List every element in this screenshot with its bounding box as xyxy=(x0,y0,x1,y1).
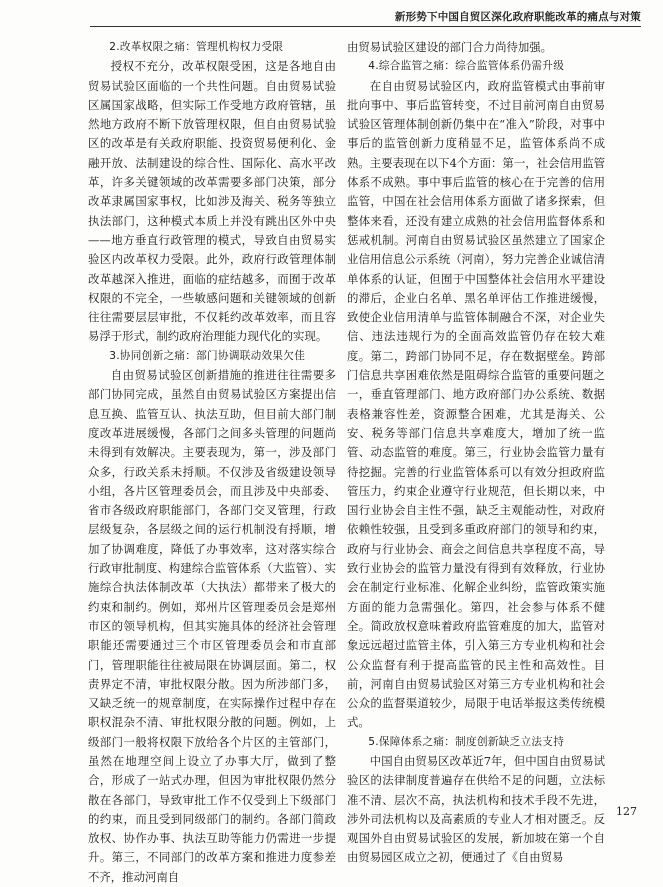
right-column xyxy=(347,38,605,865)
paragraph-4a: 在自由贸易试验区内，政府监管模式由事前审批向事中、事后监管转变，不过目前河南自由贸易试验区管理体制创新仍集中在“准入”阶段，对事中事后的监管创新力度稍显不足，监管体系尚不成熟。主要表现在以下4个方面：第一，社会信用监管体系不成熟。事中事后监管的核心在于完善的信用监管，中国在社会信用体系方面做了诸多探索，但整体来看，还没有建立成熟的社会信用监督体系和惩戒机制。河南自由贸易试验区虽然建立了国家企业信用信息公示系统（河南），努力完善企业诚信清单体系的认证，但囿于中国整体社会信用水平建设的滞后，企业白名单、黑名单评估工作推进缓慢，致使企业信用清单与监管体制融合不深，对企业失信、违法违规行为的全面高效监管仍存在较大难度。第二，跨部门协同不足，存在数据壁垒。跨部门信息共享困难依然是阻碍综合监管的重要问题之一，垂直管理部门、地方政府部门办公系统、数据表格兼容性差，资源整合困难，尤其是海关、公安、税务等部门信息共享难度大，增加了统一监管、动态监管的难度。第三，行业协会监管力量有待挖掘。完善的行业监管体系可以有效分担政府监管压力，约束企业遵守行业规范，但长期以来，中国行业协会自主性不强，缺乏主观能动性，对政府依赖性较强，且受到多重政府部门的领导和约束，政府与行业协会、商会之间信息共享程度不高，导致行业协会的监管力量没有得到有效释放，行业协会在制定行业标准、化解企业纠纷，监管政策实施方面的能力急需强化。第四，社会参与体系不健全。简政放权意味着政府监管难度的加大，监管对象远远超过监管主体，引入第三方专业机构和社会公众监督有利于提高监管的民主性和高效性。目前，河南自由贸易试验区对第三方专业机构和社会公众的监督渠道较少，局限于电话举报这类传统模式。 xyxy=(347,78,605,730)
page-number: 127 xyxy=(616,805,637,818)
running-title: 新形势下中国自贸区深化政府职能改革的痛点与对策 xyxy=(394,11,641,23)
left-column xyxy=(88,38,336,884)
header-rule xyxy=(90,26,641,27)
paragraph-3a: 自由贸易试验区创新措施的推进往往需要多部门协同完成，虽然自由贸易试验区方案提出信息互换、监管互认、执法互助，但目前大部门制度改革进展缓慢，各部门之间多头管理的问题尚未得到有效解决。主要表现为，第一，涉及部门众多，行政关系未捋顺。不仅涉及省级建设领导小组，各片区管理委员会，而且涉及中央部委、省市各级政府职能部门，各部门交叉管理，行政层级复杂，各层级之间的运行机制没有捋顺，增加了协调难度，降低了办事效率，这对落实综合行政审批制度、构建综合监管体系（大监管）、实施综合执法体制改革（大执法）都带来了极大的约束和制约。例如，郑州片区管理委员会是郑州市区的领导机构，但其实施具体的经济社会管理职能还需要通过三个市区管理委员会和市直部门，管理职能往往被局限在协调层面。第二，权责界定不清，审批权限分散。因为所涉部门多，又缺乏统一的规章制度，在实际操作过程中存在职权混杂不清、审批权限分散的问题。例如，上级部门一般将权限下放给各个片区的主管部门，虽然在地理空间上设立了办事大厅，做到了整合，形成了一站式办理，但因为审批权限仍然分散在各部门，导致审批工作不仅受到上下级部门的约束，而且受到同级部门的制约。各部门简政放权、协作办事、执法互助等能力仍需进一步提升。第三，不同部门的改革方案和推进力度参差不齐，推动河南自 xyxy=(88,368,336,884)
paragraph-continued: 由贸易试验区建设的部门合力尚待加强。 xyxy=(347,40,553,54)
section-heading-3: 3.协同创新之痛：部门协调联动效果欠佳 xyxy=(109,349,306,362)
section-heading-4: 4.综合监管之痛：综合监管体系仍需升级 xyxy=(368,60,565,73)
section-heading-5: 5.保障体系之痛：制度创新缺乏立法支持 xyxy=(368,735,565,748)
section-heading-2: 2.改革权限之痛：管理机构权力受限 xyxy=(109,41,284,53)
paragraph-2a: 授权不充分，改革权限受困，这是各地自由贸易试验区面临的一个共性问题。自由贸易试验区属国家战略，但实际工作受地方政府管辖，虽然地方政府不断下放管理权限，但自由贸易试验区的改革是有关政府职能、投资贸易便利化、金融开放、法制建设的综合性、国际化、高水平改革，许多关键领域的改革需要多部门决策，部分改革隶属国家事权，比如涉及海关、税务等独立执法部门，这种模式本质上并没有跳出区外中央——地方垂直行政管理的模式，导致自由贸易实验区内改革权力受限。此外，政府行政管理体制改革越深入推进，面临的症结越多，而囿于改革权限的不完全，一些敏感问题和关键领域的创新往往需要层层审批，不仅耗约改革效率，而且容易浮于形式，制约政府治理能力现代化的实现。 xyxy=(88,59,336,344)
page-header xyxy=(0,0,663,28)
paragraph-5a: 中国自由贸易区改革近7年，但中国自由贸易试验区的法律制度普遍存在供给不足的问题，立法标准不清、层次不高，执法机构和技术手段不先进，涉外司法机构以及高素质的专业人才相对匮乏。反观国外自由贸易试验区的发展，新加坡在第一个自由贸易园区成立之初，便通过了《自由贸易 xyxy=(347,753,605,865)
